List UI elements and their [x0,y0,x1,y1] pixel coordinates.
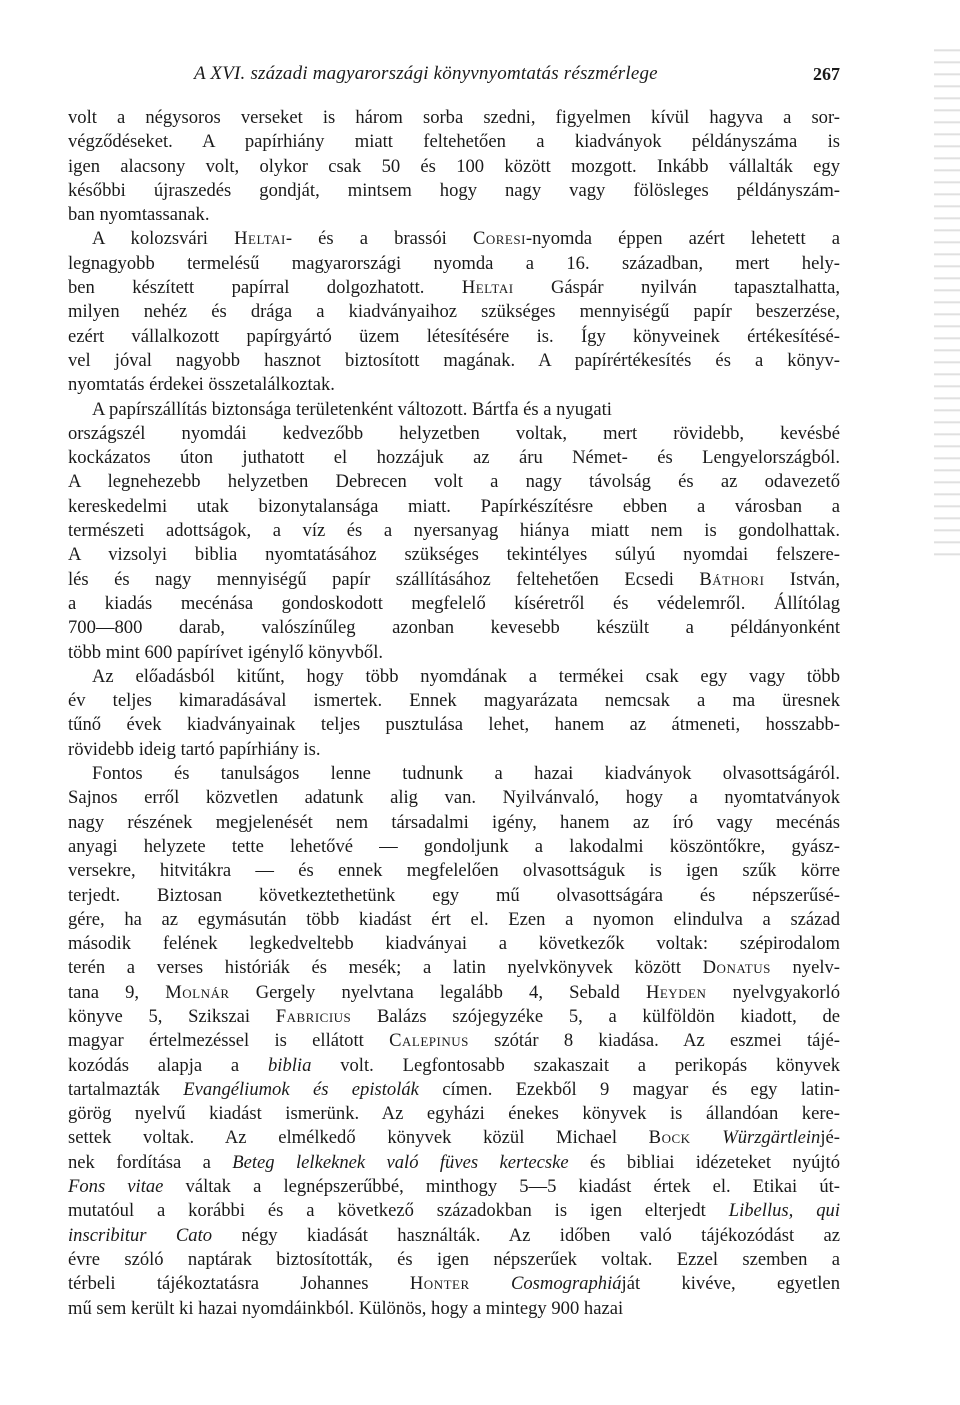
title-italic: Evangéliumok és epistolák [183,1078,419,1100]
text-line: igen alacsony volt, olykor csak 50 és 100 között mozgott. Inkább vállalták egy [68,155,840,177]
name-small-caps: Heyden [645,981,707,1003]
line-fragment: tana 9, [68,981,166,1003]
text-line [68,1126,840,1150]
text-line [68,568,840,592]
line-fragment: váltak a legnépszerűbbé, minthogy 5—5 kiadást értek el. Etikai út- [163,1176,840,1198]
text-line [68,1078,840,1102]
line-fragment: térbeli tájékoztatásra Johannes [68,1273,410,1295]
line-fragment: nyelv- [770,957,840,979]
line-fragment: magyar értelmezéssel is ellátott [68,1030,390,1052]
line-fragment: tartalmazták [68,1078,184,1100]
running-title: A XVI. századi magyarországi könyvnyomtatás részmérlege [194,63,658,84]
page-number: 267 [813,64,840,84]
title-italic: Würzgärtlein [722,1127,821,1149]
text-line: nyomtatás érdekei összetalálkoztak. [68,374,335,396]
line-fragment: István, [764,568,840,590]
text-line: gére, ha az egymásután több kiadást ért el. Ezen a nyomon elindulva a század [68,908,840,930]
text-line [68,276,840,300]
name-small-caps: Calepinus [389,1030,469,1052]
body-text [68,106,840,1321]
text-line: volt a négysoros verseket is három sorba szedni, figyelmen kívül hagyva a sor- [68,107,840,128]
text-line [68,1199,840,1223]
name-small-caps: Fabricius [275,1005,352,1027]
line-fragment: ját kivéve, egyetlen [621,1273,840,1295]
text-line [68,1029,840,1053]
text-line: vel jóval nagyobb hasznot biztosított magának. A papírértékesítés és a könyv- [68,349,840,371]
line-fragment: kozódás alapja a [68,1054,268,1076]
text-line: év teljes kimaradásával ismertek. Ennek magyarázata nemcsak a ma üresnek [68,690,840,712]
text-line: kereskedelmi utak bizonytalansága miatt. Papírkészítésre ebben a városban a [68,495,840,517]
line-fragment: nek fordítása a [68,1151,233,1173]
line-fragment: mutatóul a korábbi és a következő századokban is igen elterjedt [68,1200,729,1222]
text-line: A legnehezebb helyzetben Debrecen volt a nagy távolság és az odavezető [68,471,840,493]
title-italic: Beteg lelkeknek való füves kertecske [232,1151,569,1173]
text-line: Sajnos erről közvetlen adatunk alig van. Nyilvánvaló, hogy a nyomtatványok [68,787,840,809]
scan-edge-artifact [934,40,960,560]
line-fragment: terén a verses históriák és mesék; a latin nyelvkönyvek között [68,957,703,979]
title-italic: biblia [268,1054,312,1076]
title-italic: inscribitur Cato [68,1224,213,1246]
text-line [68,956,840,980]
text-line: a kiadás mecénása gondoskodott megfelelő kíséretről és védelemről. Állítólag [68,592,840,614]
name-small-caps: Molnár [165,981,230,1003]
text-line: A papírszállítás biztonsága területenként változott. Bártfa és a nyugati [92,398,612,420]
text-line: Az előadásból kitűnt, hogy több nyomdának a termékei csak egy vagy több [92,665,840,687]
line-fragment: Gergely nyelvtana legalább 4, Sebald [229,981,646,1003]
text-line [68,1175,840,1199]
line-fragment: volt. Legfontosabb szakaszait a perikopás könyvek [311,1054,840,1076]
line-fragment: A kolozsvári [92,228,235,250]
line-fragment: ben készített papírral dolgozhatott. [68,277,462,299]
text-line: versekre, hitvitákra — és ennek megfelelően olvasottságuk is igen szűk körre [68,860,840,882]
text-line: A vizsolyi biblia nyomtatásához szükséges tekintélyes súlyú nyomdai felszere- [68,544,840,566]
text-line: ezért vállalkozott papírgyártó üzem létesítésére is. Így könyveinek értékesítésé- [68,325,840,347]
text-line: terjedt. Biztosan következtethetünk egy mű olvasottságára és népszerűsé- [68,884,840,906]
line-fragment: szótár 8 kiadása. Az eszmei tájé- [468,1030,840,1052]
line-fragment: Gáspár nyilván tapasztalhatta, [513,277,840,299]
text-line: görög nyelvű kiadást ismerünk. Az egyházi énekes könyvek is állandóan kere- [68,1103,840,1125]
name-small-caps: Báthori [699,568,765,590]
text-line: második felének legkedveltebb kiadványai a következők voltak: szépirodalom [68,933,840,955]
text-line: 700—800 darab, valószínűleg azonban kevesebb készült a példányonként [68,617,840,639]
line-fragment: címen. Ezekből 9 magyar és egy latin- [418,1078,840,1100]
name-small-caps: Bock [648,1127,691,1149]
text-line: anyagi helyzete tette lehetővé — gondoljunk a lakodalmi köszöntőkre, gyász- [68,835,840,857]
line-fragment: nyelvgyakorló [706,981,840,1003]
text-line: több mint 600 papírívet igénylő könyvből. [68,641,384,663]
text-line: nagy részének megjelenését nem társadalmi igény, hanem az író vagy mecénás [68,811,840,833]
text-line: természeti adottságok, a víz és a nyersanyag hiánya miatt nem is gondolhattak. [68,520,840,542]
text-line [68,1151,840,1175]
text-line: későbbi újraszedés gondját, mintsem hogy nagy vagy fölösleges példányszám- [68,179,840,201]
text-line: évre szóló naptárak biztosították, és igen népszerűek voltak. Ezzel szemben a [68,1248,840,1270]
line-fragment: jé- [820,1127,840,1149]
text-line: országszél nyomdái kedvezőbb helyzetben voltak, mert rövidebb, kevésbé [68,422,840,444]
text-line: Fontos és tanulságos lenne tudnunk a hazai kiadványok olvasottságáról. [92,763,840,785]
text-line [68,1272,840,1296]
running-header [68,60,840,88]
name-small-caps: Donatus [702,957,771,979]
line-fragment: és bibliai idézeteket nyújtó [568,1151,840,1173]
text-line [68,1005,840,1029]
line-fragment: -nyomda éppen azért lehetett a [525,228,840,250]
title-italic: Libellus, qui [728,1200,840,1222]
line-fragment: settek voltak. Az elmélkedő könyvek közül Michael [68,1127,649,1149]
name-small-caps: Honter [409,1273,470,1295]
line-fragment: Balázs szójegyzéke 5, a külföldön kiadott, de [351,1005,840,1027]
name-small-caps: Heltai [234,228,286,250]
text-line: legnagyobb termelésű magyarországi nyomda a 16. században, mert hely- [68,252,840,274]
line-fragment: lés és nagy mennyiségű papír szállításához feltehetően Ecsedi [68,568,700,590]
name-small-caps: Coresi [472,228,526,250]
text-line [68,1224,840,1248]
text-line: kockázatos úton juthatott el hozzájuk az áru Német- és Lengyelországból. [68,447,840,469]
text-line: milyen nehéz és drága a kiadványaihoz szükséges mennyiségű papír beszerzése, [68,301,840,323]
text-line [68,981,840,1005]
text-line: végződéseket. A papírhiány miatt feltehetően a kiadványok példányszáma is [68,131,840,153]
title-italic: Fons vitae [68,1176,164,1198]
text-line: ban nyomtassanak. [68,204,210,226]
text-line: tűnő évek kiadványainak teljes pusztulása lehet, hanem az átmeneti, hosszabb- [68,714,840,736]
line-fragment: négy kiadását használták. Az időben való tájékozódást az [212,1224,840,1246]
line-fragment: - és a brassói [285,228,473,250]
text-line [68,1054,840,1078]
line-fragment: könyve 5, Szikszai [68,1005,276,1027]
name-small-caps: Heltai [461,277,514,299]
text-line: rövidebb ideig tartó papírhiány is. [68,738,321,760]
text-line [68,227,840,251]
title-italic: Cosmographiá [510,1273,622,1295]
text-line: mű sem került ki hazai nyomdáinkból. Különös, hogy a mintegy 900 hazai [68,1297,624,1319]
line-fragment [691,1127,723,1148]
line-fragment [470,1273,511,1294]
